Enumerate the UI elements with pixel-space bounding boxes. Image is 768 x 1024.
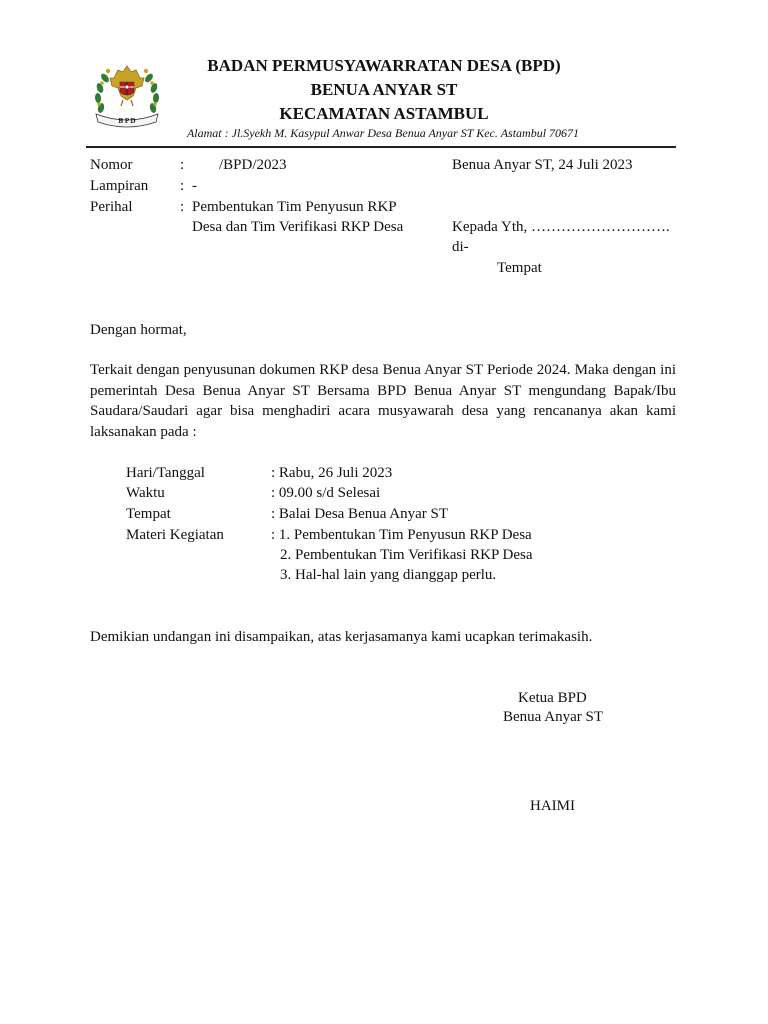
recipient-tempat: Tempat (497, 260, 542, 276)
tempat-value: : Balai Desa Benua Anyar ST (271, 506, 449, 522)
letterhead-address: Alamat : Jl.Syekh M. Kasypul Anwar Desa Benua Anyar ST Kec. Astambul 70671 (186, 126, 580, 140)
letterhead-title-line1: BADAN PERMUSYAWARRATAN DESA (BPD) (207, 56, 561, 75)
materi-item-2: 2. Pembentukan Tim Verifikasi RKP Desa (280, 547, 533, 563)
materi-item-3: 3. Hal-hal lain yang dianggap perlu. (280, 567, 497, 583)
perihal-value-line2: Desa dan Tim Verifikasi RKP Desa (192, 219, 404, 235)
closing-sentence: Demikian undangan ini disampaikan, atas kerjasamanya kami ucapkan terimakasih. (90, 629, 593, 645)
lampiran-label: Lampiran (90, 178, 149, 194)
letterhead-divider (86, 146, 676, 148)
letterhead-title-line2: BENUA ANYAR ST (310, 80, 458, 99)
lampiran-value: - (192, 178, 197, 194)
letterhead-title-line3: KECAMATAN ASTAMBUL (279, 104, 489, 123)
waktu-value: : 09.00 s/d Selesai (271, 485, 381, 501)
materi-item-1: : 1. Pembentukan Tim Penyusun RKP Desa (271, 527, 532, 543)
logo-banner-text: B P D (118, 117, 136, 125)
perihal-colon: : (180, 199, 185, 215)
signature-name: HAIMI (530, 798, 575, 814)
perihal-label: Perihal (90, 199, 133, 215)
signature-title-2: Benua Anyar ST (503, 709, 603, 725)
nomor-colon: : (180, 157, 185, 173)
recipient-di: di- (452, 239, 469, 255)
perihal-value-line1: Pembentukan Tim Penyusun RKP (192, 199, 397, 215)
hari-value: : Rabu, 26 Juli 2023 (271, 465, 393, 481)
greeting: Dengan hormat, (90, 322, 187, 338)
hari-label: Hari/Tanggal (126, 465, 205, 481)
body-paragraph: Terkait dengan penyusunan dokumen RKP desa Benua Anyar ST Periode 2024. Maka dengan ini pemerintah Desa Benua Anyar ST Bersama BPD Benua Anyar ST mengundang Bapak/Ibu Saudara/Saudari agar bisa menghadiri acara musyawarah desa yang rencananya akan kami laksanakan pada : (90, 362, 676, 440)
materi-label: Materi Kegiatan (126, 527, 224, 543)
recipient-to: Kepada Yth, ………………………. (452, 219, 670, 235)
signature-title-1: Ketua BPD (518, 690, 587, 706)
nomor-value: /BPD/2023 (219, 157, 287, 173)
lampiran-colon: : (180, 178, 185, 194)
tempat-label: Tempat (126, 506, 171, 522)
place-date: Benua Anyar ST, 24 Juli 2023 (452, 157, 633, 173)
waktu-label: Waktu (126, 485, 165, 501)
nomor-label: Nomor (90, 157, 133, 173)
